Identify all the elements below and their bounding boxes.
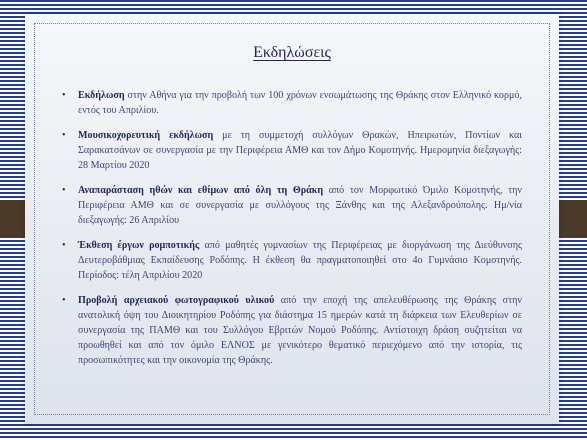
bullet-icon: • xyxy=(62,90,66,101)
item-text: στην Αθήνα για την προβολή των 100 χρόνων ενσωμάτωσης της Θράκης στον Ελληνικό κορμό, εντός του Απριλίου. xyxy=(78,90,522,116)
events-list xyxy=(62,88,522,378)
list-item xyxy=(62,183,522,228)
item-bold-label: Έκθεση έργων ρομποτικής xyxy=(78,240,200,251)
item-bold-label: Μουσικοχορευτική εκδήλωση xyxy=(78,130,214,141)
slide-title: Εκδηλώσεις xyxy=(253,44,331,61)
slide xyxy=(25,14,559,424)
item-bold-label: Εκδήλωση xyxy=(78,90,125,101)
bullet-icon: • xyxy=(62,185,66,196)
item-text: με τη συμμετοχή συλλόγων Θρακών, Ηπειρωτών, Ποντίων και Σαρακατσάνων σε συνεργασία με την Περιφέρεια ΑΜΘ και τον Δήμο Κομοτηνής. Ημερομηνία διεξαγωγής: 28 Μαρτίου 2020 xyxy=(78,130,522,171)
item-text: από μαθητές γυμνασίων της Περιφέρειας με διοργάνωση της Διεύθυνσης Δευτεροβάθμιας Εκπαίδευσης Ροδόπης. Η έκθεση θα πραγματοποιηθεί στο 4ο Γυμνάσιο Κομοτηνής. Περίοδος: τέλη Απριλίου 2020 xyxy=(78,240,522,281)
bullet-icon: • xyxy=(62,295,66,306)
bullet-icon: • xyxy=(62,130,66,141)
item-bold-label: Αναπαράσταση ηθών και εθίμων από όλη τη Θράκη xyxy=(78,185,324,196)
list-item xyxy=(62,293,522,368)
item-bold-label: Προβολή αρχειακού φωτογραφικού υλικού xyxy=(78,295,275,306)
list-item xyxy=(62,88,522,118)
bullet-icon: • xyxy=(62,240,66,251)
item-text: από τον Μορφωτικό Όμιλο Κομοτηνής, την Περιφέρεια ΑΜΘ και σε συνεργασία με συλλόγους της Ξάνθης και της Αλεξανδρούπολης. Ημ/νία διεξαγωγής: 26 Απριλίου xyxy=(78,185,522,226)
item-text: από την εποχή της απελευθέρωσης της Θράκης στην ανατολική όψη του Διοικητηρίου Ροδόπης για διάστημα 15 ημερών κατά τη διάρκεια των Ελευθερίων σε συνεργασία της ΠΑΜΘ και του Συλλόγου Εβριτών Νομού Ροδόπης. Αντίστοιχη δράση συζητείται να προωθηθεί και από τον όμιλο ΕΛΝΟΣ με γενικότερο θεματικό περιεχόμενο από την ιστορία, τις προσωπικότητες και την οικονομία της Θράκης. xyxy=(78,295,522,366)
list-item xyxy=(62,238,522,283)
list-item xyxy=(62,128,522,173)
